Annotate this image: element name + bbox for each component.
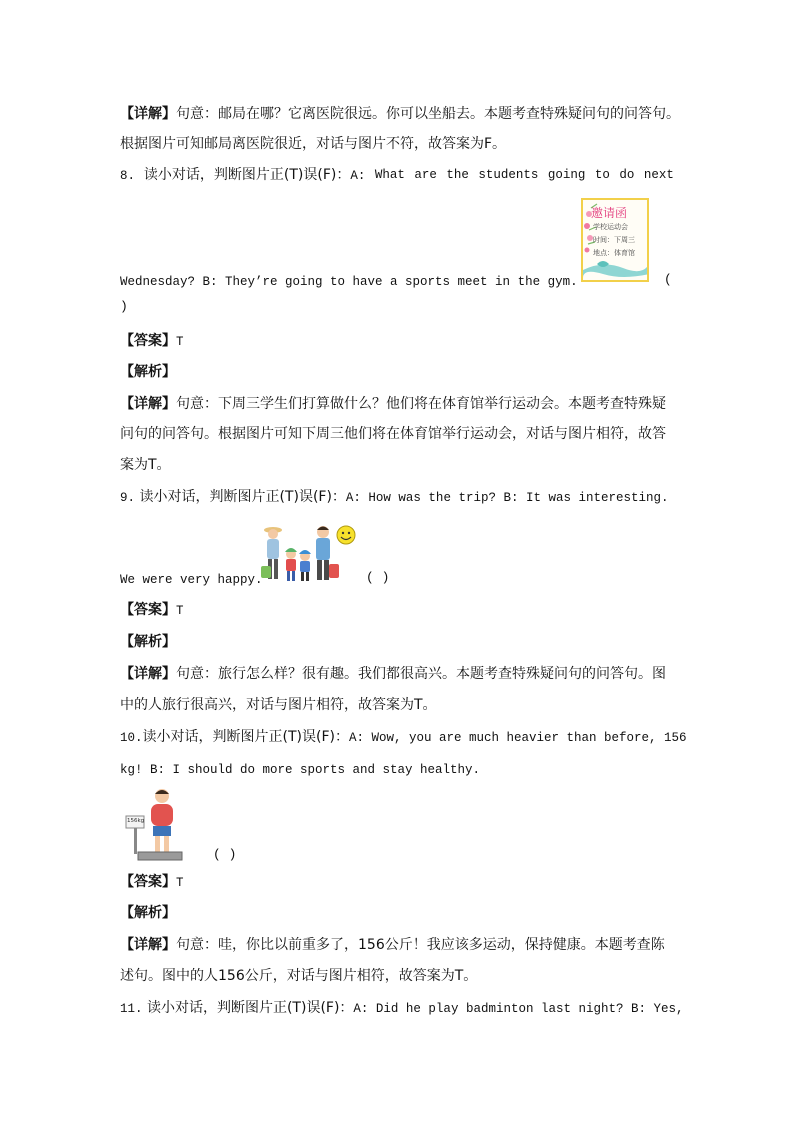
dialogue-text: A: Wow, you are much heavier than before, 156 xyxy=(348,731,687,745)
answer-label: 【答案】 xyxy=(120,874,176,890)
question-11-line-1 xyxy=(120,998,683,1019)
answer-blank-close: ) xyxy=(120,299,128,314)
dialogue-word: the xyxy=(446,168,469,182)
question-prompt: 读小对话，判断图片正(T)误(F)： xyxy=(143,167,351,183)
scale-person-icon xyxy=(124,786,186,864)
question-number: 11. xyxy=(120,1002,143,1016)
answer-line xyxy=(120,331,184,352)
detail-paragraph xyxy=(120,935,665,955)
invitation-line: 地点：体育馆 xyxy=(593,249,635,257)
detail-paragraph xyxy=(120,394,666,414)
invitation-title: 邀请函 xyxy=(591,206,628,220)
question-prompt: 读小对话，判断图片正(T)误(F)： xyxy=(146,1000,354,1016)
dialogue-word: students xyxy=(478,168,539,182)
dialogue-word: to xyxy=(594,168,610,182)
dialogue-text: A: How was the trip? B: It was interesting. xyxy=(345,491,669,505)
dialogue-text: A: Did he play badminton last night? B: Yes, xyxy=(353,1002,684,1016)
detail-label: 【详解】 xyxy=(120,937,176,953)
question-9-line-2: We were very happy. xyxy=(120,573,263,587)
invitation-line: 学校运动会 xyxy=(593,223,628,231)
question-9-line-1 xyxy=(120,487,668,508)
detail-text: 中的人旅行很高兴，对话与图片相符，故答案为T。 xyxy=(120,697,437,713)
analysis-label: 【解析】 xyxy=(120,905,176,921)
detail-text: 句意：哇，你比以前重多了，156公斤！我应该多运动，保持健康。本题考查陈 xyxy=(176,937,665,953)
detail-text: 问句的问答句。根据图片可知下周三他们将在体育馆举行运动会，对话与图片相符，故答 xyxy=(120,426,666,442)
detail-text: 句意：旅行怎么样？很有趣。我们都很高兴。本题考查特殊疑问句的问答句。图 xyxy=(176,666,666,682)
detail-paragraph xyxy=(120,664,666,684)
dialogue-word: next xyxy=(643,168,674,182)
question-number: 10. xyxy=(120,731,143,745)
detail-paragraph xyxy=(120,104,680,124)
analysis-label: 【解析】 xyxy=(120,634,176,650)
detail-label: 【详解】 xyxy=(120,666,176,682)
detail-text: 案为T。 xyxy=(120,457,171,473)
answer-value: T xyxy=(176,335,184,349)
detail-text: 述句。图中的人156公斤，对话与图片相符，故答案为T。 xyxy=(120,968,478,984)
answer-label: 【答案】 xyxy=(120,602,176,618)
analysis-label: 【解析】 xyxy=(120,364,176,380)
detail-text: 句意：邮局在哪？它离医院很远。你可以坐船去。本题考查特殊疑问句的问答句。 xyxy=(176,106,680,122)
dialogue-word: do xyxy=(619,168,635,182)
question-prompt: 读小对话，判断图片正(T)误(F)： xyxy=(139,489,346,505)
scale-weight-label: 156kg xyxy=(127,818,145,824)
answer-label: 【答案】 xyxy=(120,333,176,349)
detail-text: 根据图片可知邮局离医院很近，对话与图片不符，故答案为F。 xyxy=(120,136,507,152)
invitation-line: 时间：下周三 xyxy=(593,236,635,244)
question-prompt: 读小对话，判断图片正(T)误(F)： xyxy=(142,729,349,745)
question-10-line-2: kg! B: I should do more sports and stay healthy. xyxy=(120,763,481,777)
detail-label: 【详解】 xyxy=(120,396,176,412)
answer-line xyxy=(120,600,184,621)
question-10-line-1 xyxy=(120,727,687,748)
answer-value: T xyxy=(176,876,184,890)
invitation-card-image xyxy=(581,198,649,282)
dialogue-word: A: xyxy=(350,169,366,183)
question-number: 9. xyxy=(120,491,136,505)
answer-blank-open: ( xyxy=(664,272,672,287)
answer-blank: ( ) xyxy=(213,847,237,862)
detail-text: 句意：下周三学生们打算做什么？他们将在体育馆举行运动会。本题考查特殊疑 xyxy=(176,396,666,412)
heavy-person-on-scale-image xyxy=(124,786,186,864)
answer-value: T xyxy=(176,604,184,618)
dialogue-word: What xyxy=(374,168,405,182)
question-8-line-1 xyxy=(120,165,674,186)
question-number: 8. xyxy=(120,169,136,183)
dialogue-word: going xyxy=(547,168,586,182)
family-trip-image xyxy=(257,522,357,588)
question-8-line-2: Wednesday? B: They’re going to have a sports meet in the gym. xyxy=(120,275,578,289)
dialogue-word: are xyxy=(414,168,437,182)
detail-label: 【详解】 xyxy=(120,106,176,122)
answer-line xyxy=(120,872,184,893)
answer-blank: ( ) xyxy=(366,570,390,585)
